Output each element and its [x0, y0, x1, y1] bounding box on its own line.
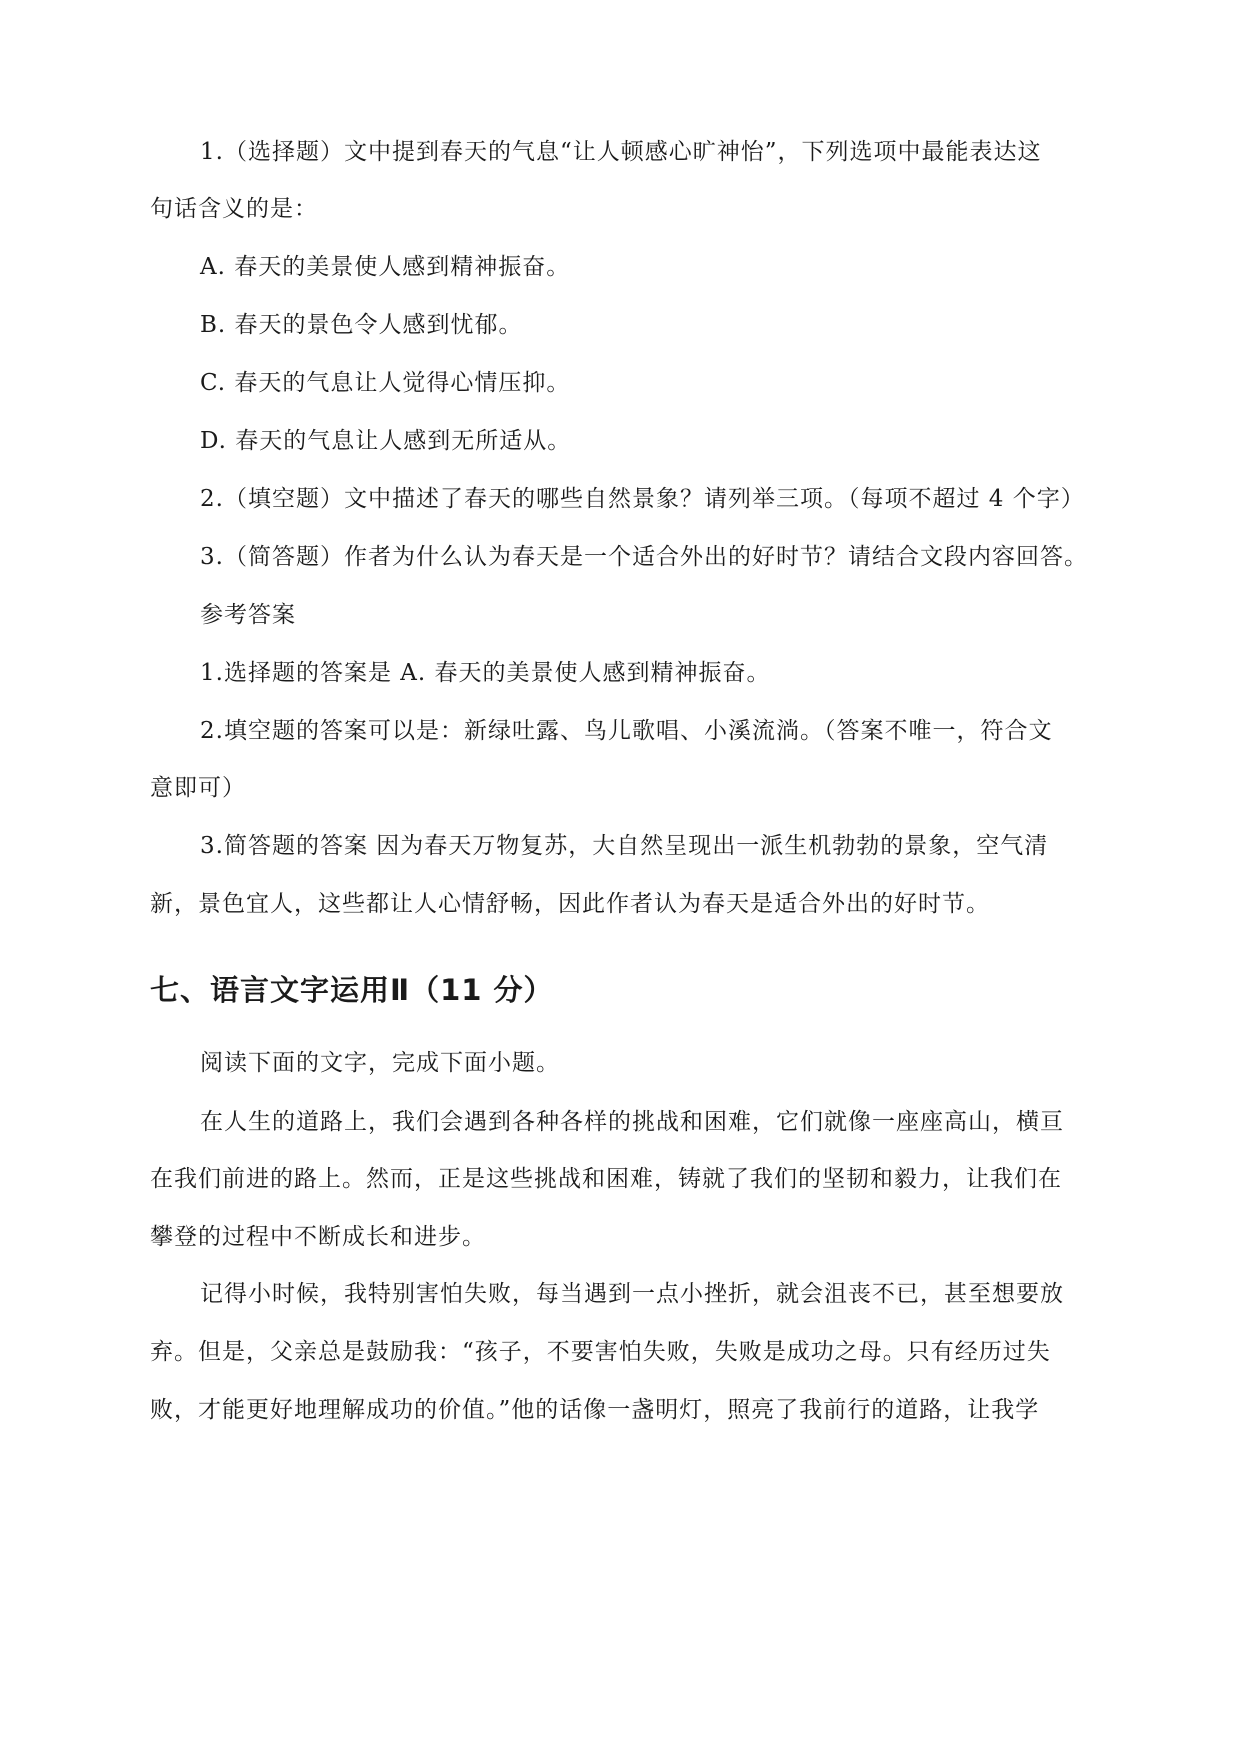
- answers-title: 参考答案: [200, 602, 296, 628]
- answer-2-line2: 意即可）: [150, 775, 246, 801]
- q1-option-d: D. 春天的气息让人感到无所适从。: [200, 428, 572, 454]
- q1-option-a: A. 春天的美景使人感到精神振奋。: [200, 254, 571, 280]
- q1-option-b: B. 春天的景色令人感到忧郁。: [200, 312, 523, 338]
- answer-3-line2: 新，景色宜人，这些都让人心情舒畅，因此作者认为春天是适合外出的好时节。: [150, 891, 990, 917]
- para2-line3: 败，才能更好地理解成功的价值。”他的话像一盏明灯，照亮了我前行的道路，让我学: [150, 1397, 1040, 1423]
- section-instruction: 阅读下面的文字，完成下面小题。: [200, 1050, 560, 1076]
- q3-text: 3.（简答题）作者为什么认为春天是一个适合外出的好时节？请结合文段内容回答。: [200, 544, 1088, 570]
- q1-option-c: C. 春天的气息让人觉得心情压抑。: [200, 370, 571, 396]
- answer-2-line1: 2.填空题的答案可以是：新绿吐露、鸟儿歌唱、小溪流淌。（答案不唯一，符合文: [200, 718, 1053, 744]
- para2-line1: 记得小时候，我特别害怕失败，每当遇到一点小挫折，就会沮丧不已，甚至想要放: [200, 1281, 1064, 1307]
- section-heading: 七、语言文字运用Ⅱ（11 分）: [150, 973, 554, 1007]
- q1-stem-line1: 1.（选择题）文中提到春天的气息“让人顿感心旷神怡”，下列选项中最能表达这: [200, 139, 1042, 165]
- q2-text: 2.（填空题）文中描述了春天的哪些自然景象？请列举三项。（每项不超过 4 个字）: [200, 486, 1085, 512]
- answer-3-line1: 3.简答题的答案 因为春天万物复苏，大自然呈现出一派生机勃勃的景象，空气清: [200, 833, 1049, 859]
- para1-line3: 攀登的过程中不断成长和进步。: [150, 1224, 486, 1250]
- q1-stem-line2: 句话含义的是：: [150, 196, 318, 222]
- para2-line2: 弃。但是，父亲总是鼓励我：“孩子，不要害怕失败，失败是成功之母。只有经历过失: [150, 1339, 1051, 1365]
- answer-1: 1.选择题的答案是 A. 春天的美景使人感到精神振奋。: [200, 660, 771, 686]
- para1-line1: 在人生的道路上，我们会遇到各种各样的挑战和困难，它们就像一座座高山，横亘: [200, 1109, 1064, 1135]
- para1-line2: 在我们前进的路上。然而，正是这些挑战和困难，铸就了我们的坚韧和毅力，让我们在: [150, 1166, 1062, 1192]
